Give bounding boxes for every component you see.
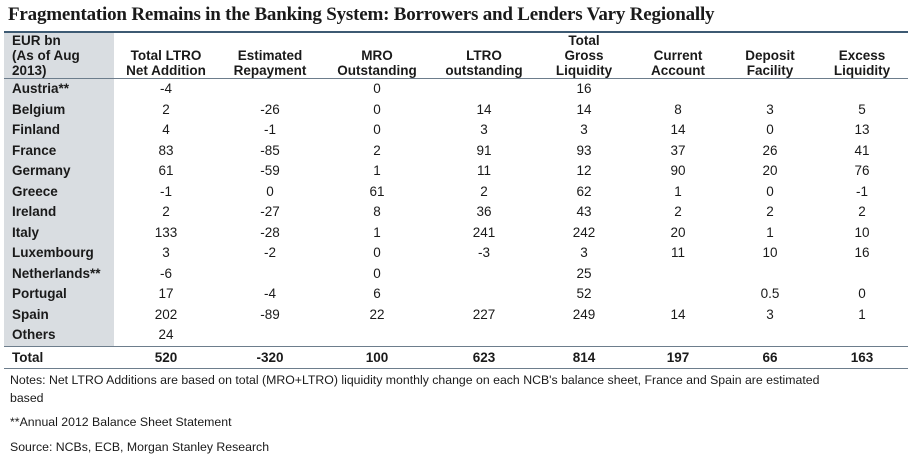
table-row <box>4 243 908 264</box>
header-line2: outstanding <box>445 63 523 79</box>
header-line1: Estimated <box>237 48 303 64</box>
cell: 0 <box>373 265 381 281</box>
table-footer <box>4 346 908 368</box>
cell <box>536 325 632 346</box>
note-line-2: based <box>10 390 44 405</box>
header-corner <box>4 33 114 79</box>
header-line2: Repayment <box>233 63 307 79</box>
cell: 4 <box>162 122 170 138</box>
cell: 36 <box>476 204 492 220</box>
header-line2: Facility <box>746 63 794 79</box>
table-header <box>4 33 908 79</box>
cell: 83 <box>158 142 174 158</box>
total-cell: 197 <box>666 349 690 365</box>
cell: 93 <box>576 142 592 158</box>
header-line3: Liquidity <box>555 63 613 79</box>
cell: 10 <box>762 245 778 261</box>
cell <box>432 79 536 100</box>
cell: 2 <box>373 142 381 158</box>
cell: 0 <box>373 81 381 97</box>
cell: -85 <box>260 142 280 158</box>
row-label: Ireland <box>4 202 114 223</box>
cell <box>632 79 724 100</box>
cell: 3 <box>766 306 774 322</box>
header-estimated-repayment <box>218 33 322 79</box>
note-line-1: Notes: Net LTRO Additions are based on total (MRO+LTRO) liquidity monthly change on each NCB's balance sheet, France and Spain are estimated <box>10 372 820 387</box>
cell: 0 <box>858 286 866 302</box>
table-row <box>4 100 908 121</box>
header-line1: Total <box>568 33 600 48</box>
cell: 1 <box>674 183 682 199</box>
cell: -1 <box>159 183 172 199</box>
cell: 10 <box>854 224 870 240</box>
cell: 8 <box>373 204 381 220</box>
total-cell: 520 <box>154 349 178 365</box>
table-body <box>4 79 908 347</box>
cell: 3 <box>580 245 588 261</box>
cell: 227 <box>472 306 496 322</box>
total-label: Total <box>4 346 114 368</box>
cell <box>632 284 724 305</box>
cell: 14 <box>476 101 492 117</box>
table-row <box>4 79 908 100</box>
cell <box>724 325 816 346</box>
row-label: Spain <box>4 305 114 326</box>
cell: 20 <box>670 224 686 240</box>
header-mro-outstanding <box>322 33 432 79</box>
cell: 0 <box>766 183 774 199</box>
cell: 3 <box>766 101 774 117</box>
cell: 76 <box>854 163 870 179</box>
cell: 6 <box>373 286 381 302</box>
header-line1: Excess <box>838 48 886 64</box>
cell: 1 <box>858 306 866 322</box>
cell: -59 <box>260 163 280 179</box>
cell: -4 <box>263 286 276 302</box>
cell: 13 <box>854 122 870 138</box>
row-label: Italy <box>4 223 114 244</box>
total-cell: -320 <box>256 349 284 365</box>
row-label: Portugal <box>4 284 114 305</box>
header-line2: Outstanding <box>337 63 417 79</box>
cell: -26 <box>260 101 280 117</box>
row-label: Germany <box>4 161 114 182</box>
cell: 2 <box>162 204 170 220</box>
cell: 11 <box>670 245 685 261</box>
cell <box>322 325 432 346</box>
cell: 2 <box>480 183 488 199</box>
total-row <box>4 346 908 368</box>
cell: -2 <box>263 245 276 261</box>
header-total-ltro-net-addition <box>114 33 218 79</box>
page-title: Fragmentation Remains in the Banking System: Borrowers and Lenders Vary Regionally <box>8 4 715 25</box>
row-label: Finland <box>4 120 114 141</box>
table-row <box>4 284 908 305</box>
cell: 16 <box>576 81 592 97</box>
table-row <box>4 141 908 162</box>
cell: 90 <box>670 163 686 179</box>
cell: 241 <box>472 224 496 240</box>
cell: 249 <box>572 306 596 322</box>
table-row <box>4 182 908 203</box>
cell: 2 <box>162 101 170 117</box>
table-row <box>4 223 908 244</box>
cell: -1 <box>855 183 868 199</box>
cell: -89 <box>260 306 280 322</box>
header-corner-line2: (As of Aug <box>12 48 80 64</box>
cell: 202 <box>154 306 178 322</box>
cell: 0 <box>766 122 774 138</box>
note-spacer <box>10 407 908 414</box>
header-line1: LTRO <box>466 48 502 64</box>
table-row <box>4 120 908 141</box>
row-label: Austria** <box>4 79 114 100</box>
cell: 37 <box>670 142 686 158</box>
cell: -1 <box>263 122 276 138</box>
cell <box>432 284 536 305</box>
cell: 3 <box>580 122 588 138</box>
cell: 61 <box>158 163 174 179</box>
cell <box>218 79 322 100</box>
cell: 17 <box>158 286 174 302</box>
cell: -3 <box>477 245 490 261</box>
cell: 16 <box>854 245 870 261</box>
cell: 5 <box>858 101 866 117</box>
header-line2: Net Addition <box>126 63 206 79</box>
cell <box>218 325 322 346</box>
cell: 1 <box>766 224 774 240</box>
cell: 2 <box>858 204 866 220</box>
cell: 22 <box>369 306 385 322</box>
cell: 52 <box>576 286 592 302</box>
row-label: France <box>4 141 114 162</box>
table-row <box>4 305 908 326</box>
header-line1: Current <box>653 48 703 64</box>
header-ltro-outstanding <box>432 33 536 79</box>
cell <box>218 264 322 285</box>
header-total-gross-liquidity <box>536 33 632 79</box>
total-cell: 163 <box>850 349 874 365</box>
header-current-account <box>632 33 724 79</box>
table-row <box>4 264 908 285</box>
cell: 8 <box>674 101 682 117</box>
table-row <box>4 325 908 346</box>
cell: 41 <box>854 142 870 158</box>
cell: 43 <box>576 204 592 220</box>
row-label: Luxembourg <box>4 243 114 264</box>
cell: 25 <box>576 265 592 281</box>
header-excess-liquidity <box>816 33 908 79</box>
header-line2: Gross <box>564 48 604 64</box>
cell: 14 <box>576 101 592 117</box>
cell: 62 <box>576 183 592 199</box>
note-line-3: **Annual 2012 Balance Sheet Statement <box>10 415 232 430</box>
cell: 14 <box>670 306 686 322</box>
header-deposit-facility <box>724 33 816 79</box>
source-line: Source: NCBs, ECB, Morgan Stanley Research <box>10 440 270 455</box>
cell <box>816 264 908 285</box>
cell: 11 <box>476 163 491 179</box>
table-header-row <box>4 33 908 79</box>
cell: 0 <box>266 183 274 199</box>
cell: -28 <box>260 224 280 240</box>
cell: 3 <box>480 122 488 138</box>
cell <box>816 325 908 346</box>
cell: 0 <box>373 101 381 117</box>
cell: -27 <box>260 204 280 220</box>
note-spacer-2 <box>10 432 908 439</box>
cell: 61 <box>369 183 385 199</box>
header-corner-line3: 2013) <box>12 63 47 79</box>
cell <box>816 79 908 100</box>
cell: 0.5 <box>760 286 780 302</box>
total-cell: 623 <box>472 349 496 365</box>
cell: 0 <box>373 245 381 261</box>
cell: 1 <box>373 224 381 240</box>
cell: 20 <box>762 163 778 179</box>
total-cell: 100 <box>365 349 389 365</box>
header-line2: Liquidity <box>833 63 891 79</box>
footnotes <box>4 369 908 457</box>
cell: 24 <box>158 327 174 343</box>
table-row <box>4 202 908 223</box>
cell <box>632 325 724 346</box>
row-label: Others <box>4 325 114 346</box>
header-corner-line1: EUR bn <box>12 33 61 48</box>
header-line1: Total LTRO <box>130 48 202 64</box>
cell: 3 <box>162 245 170 261</box>
cell: 2 <box>766 204 774 220</box>
total-cell: 814 <box>572 349 596 365</box>
header-line1: MRO <box>361 48 393 64</box>
cell: 1 <box>373 163 381 179</box>
cell <box>432 264 536 285</box>
cell: -6 <box>159 265 172 281</box>
row-label: Belgium <box>4 100 114 121</box>
total-cell: 66 <box>762 349 778 365</box>
cell: 242 <box>572 224 596 240</box>
header-line2: Account <box>651 63 705 79</box>
cell <box>432 325 536 346</box>
cell: 2 <box>674 204 682 220</box>
liquidity-table <box>4 33 908 369</box>
row-label: Netherlands** <box>4 264 114 285</box>
cell: 0 <box>373 122 381 138</box>
row-label: Greece <box>4 182 114 203</box>
table-row <box>4 161 908 182</box>
cell: 91 <box>476 142 492 158</box>
cell <box>632 264 724 285</box>
cell: 133 <box>154 224 178 240</box>
cell: 14 <box>670 122 686 138</box>
cell: 12 <box>576 163 592 179</box>
cell: -4 <box>159 81 172 97</box>
cell <box>724 79 816 100</box>
cell: 26 <box>762 142 778 158</box>
header-line1: Deposit <box>745 48 795 64</box>
cell <box>724 264 816 285</box>
